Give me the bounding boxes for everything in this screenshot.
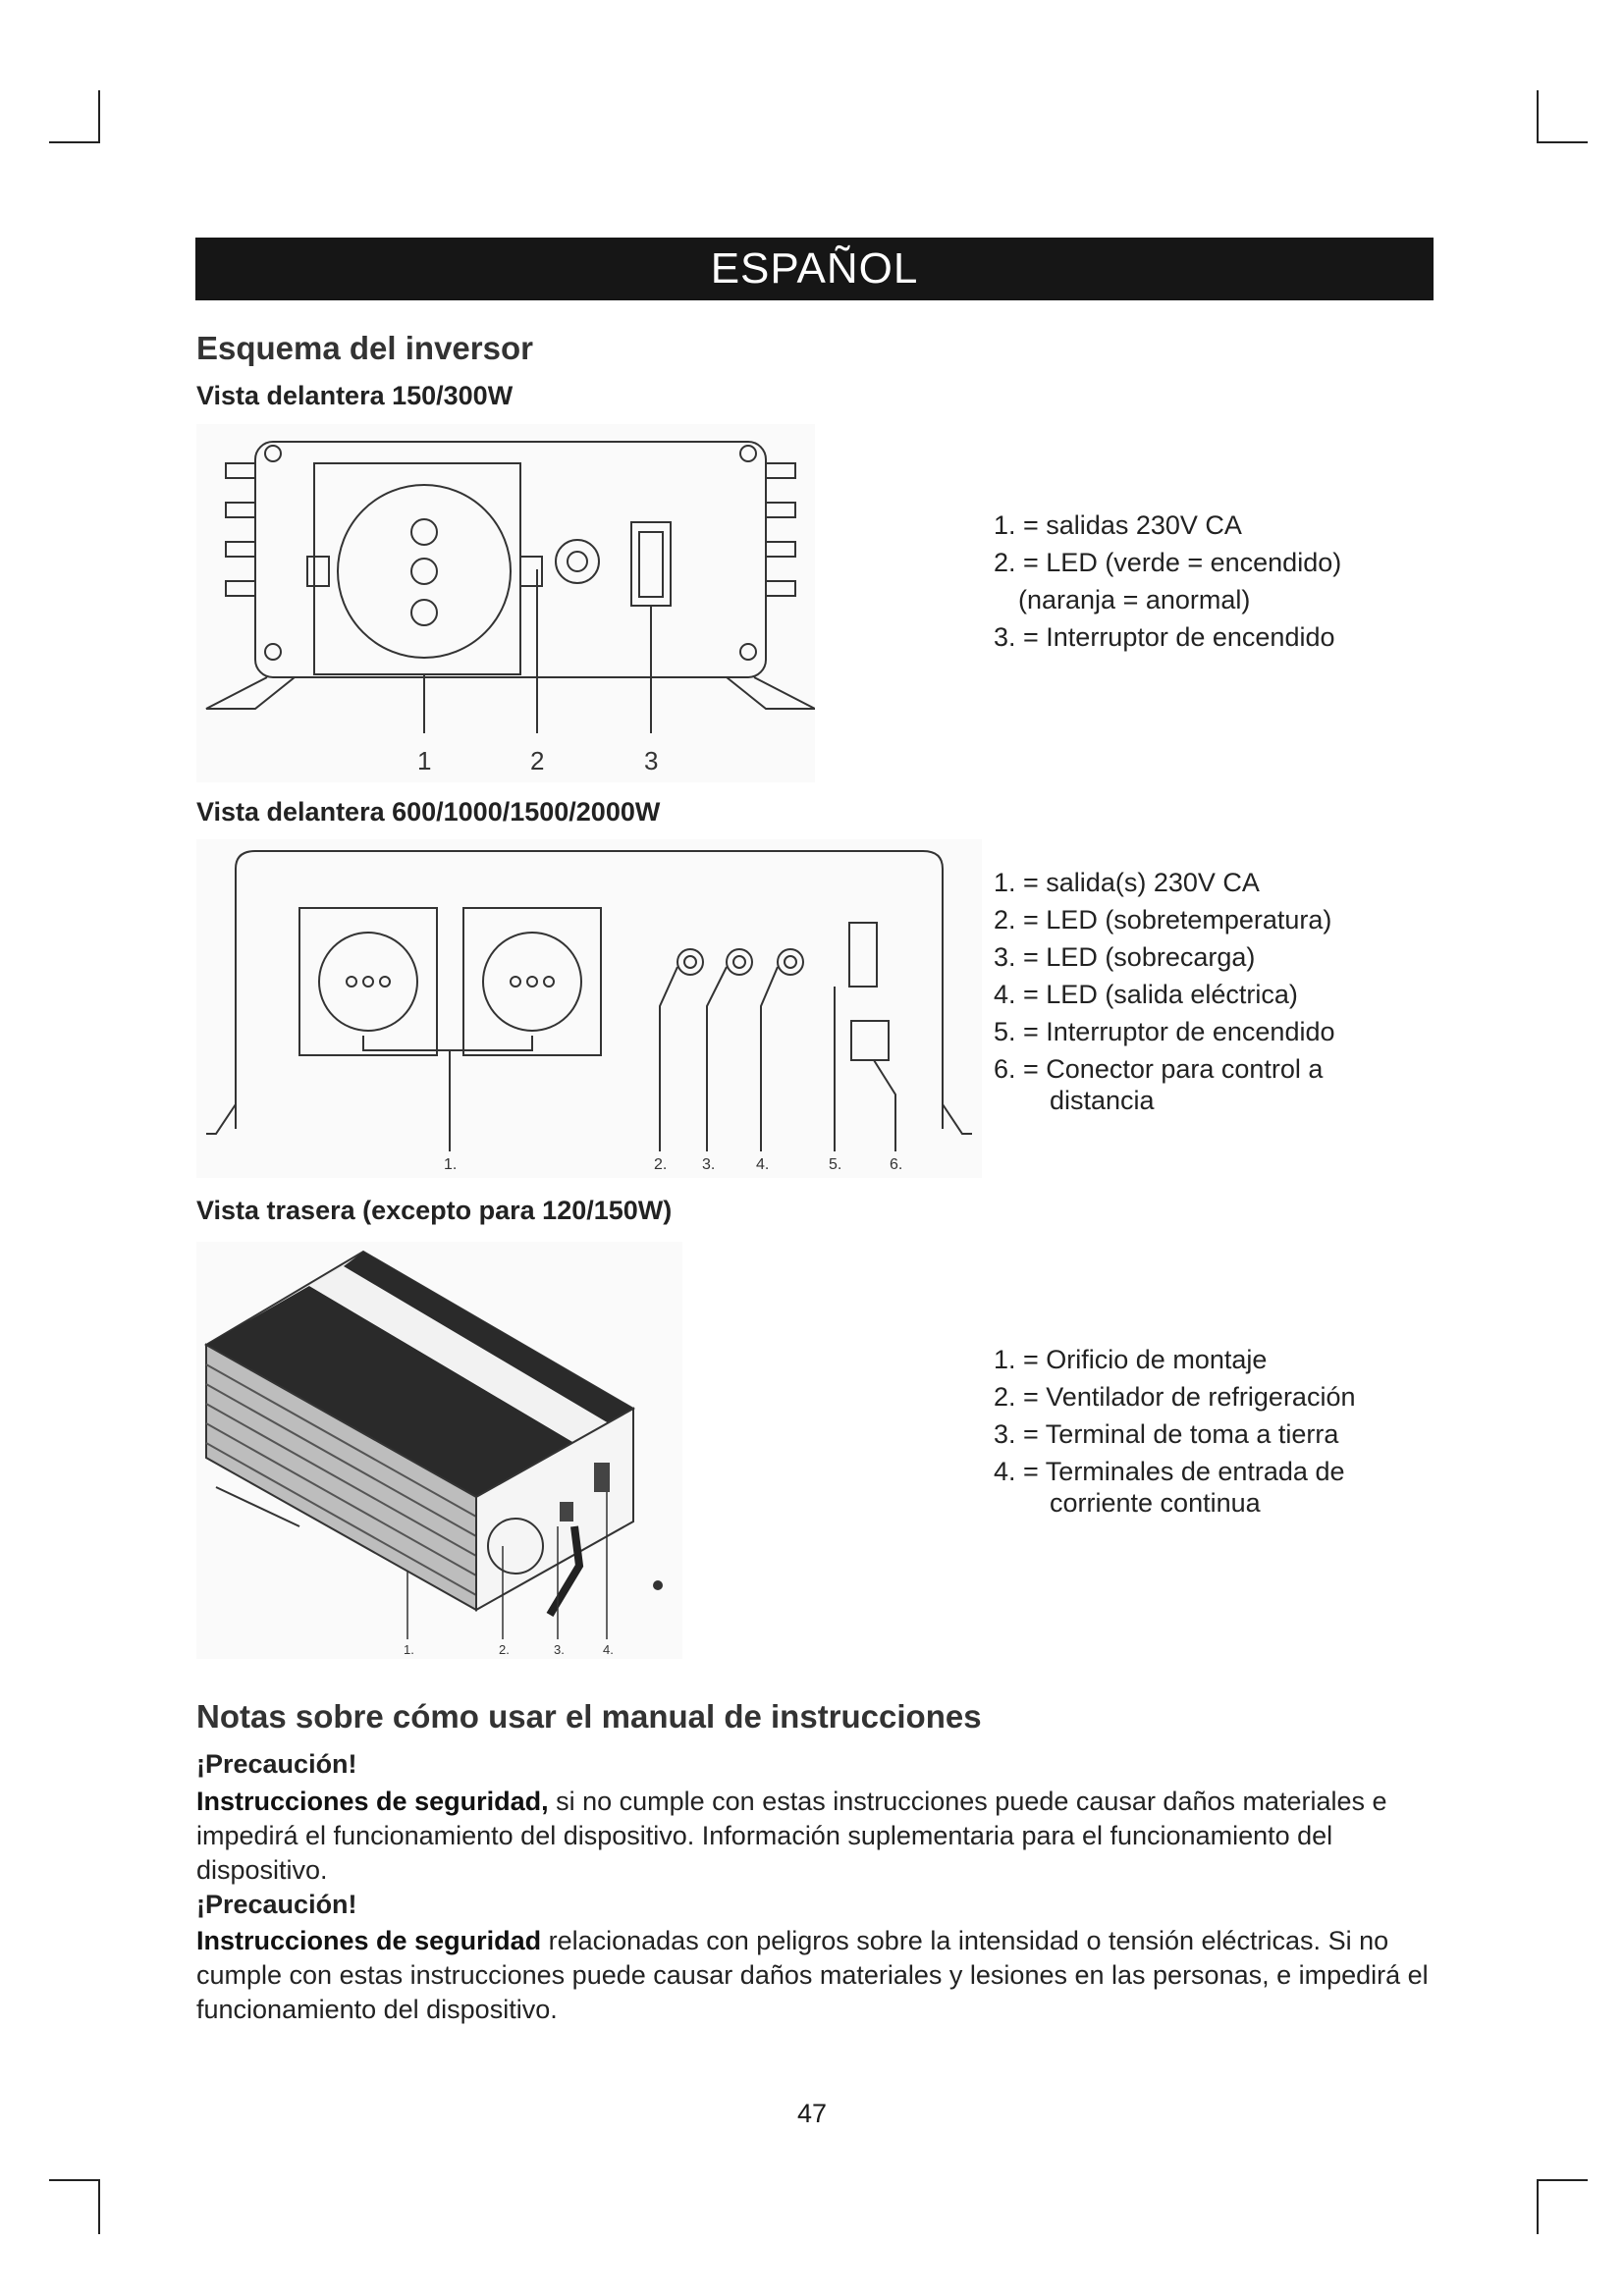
crop-mark-top-left-h [49,141,100,143]
language-banner: ESPAÑOL [195,238,1434,300]
legend-item: 4. = LED (salida eléctrica) [994,980,1298,1009]
legend-item: 2. = Ventilador de refrigeración [994,1382,1356,1412]
caution-paragraph-2 [196,1924,1443,2027]
legend-item: 5. = Interruptor de encendido [994,1017,1335,1046]
legend-item: 1. = salida(s) 230V CA [994,868,1260,897]
fig2-callout-3: 3. [702,1156,716,1173]
legend-item: 3. = Interruptor de encendido [994,622,1335,652]
fig2-caption: Vista delantera 600/1000/1500/2000W [196,797,661,827]
caution-heading-1: ¡Precaución! [196,1749,357,1779]
fig2-callout-6: 6. [890,1156,903,1173]
caution-bold-1: Instrucciones de seguridad, [196,1787,549,1816]
figure-front-view-600-2000w [196,839,982,1178]
caution-paragraph-1 [196,1785,1443,1888]
front-view-150-300w-drawing [196,424,815,782]
fig2-legend [994,864,1335,1119]
legend-item: 2. = LED (verde = encendido) [994,548,1342,577]
crop-mark-bottom-left-h [49,2179,100,2181]
fig3-callout-2: 2. [499,1642,510,1657]
crop-mark-bottom-left-v [98,2179,100,2234]
fig1-callout-2: 2 [530,746,545,775]
fig2-callout-1: 1. [444,1156,458,1173]
fig3-callout-4: 4. [603,1642,614,1657]
legend-item: 6. = Conector para control a [994,1054,1324,1084]
fig3-callout-1: 1. [404,1642,414,1657]
figure-front-view-150-300w [196,424,815,782]
legend-item-continuation: corriente continua [1050,1488,1261,1518]
fig1-caption: Vista delantera 150/300W [196,381,514,410]
crop-mark-top-right-h [1537,141,1588,143]
fig3-callout-3: 3. [554,1642,565,1657]
fig2-callout-5: 5. [829,1156,842,1173]
rear-view-drawing [196,1242,682,1659]
legend-item: 3. = LED (sobrecarga) [994,942,1256,972]
crop-mark-top-left-v [98,90,100,143]
legend-item: 1. = salidas 230V CA [994,510,1242,540]
legend-item: 4. = Terminales de entrada de [994,1457,1345,1486]
figure-rear-view [196,1242,682,1659]
fig1-callout-3: 3 [644,746,659,775]
fig3-caption: Vista trasera (excepto para 120/150W) [196,1196,673,1225]
fig1-legend [994,507,1341,656]
section-title-inverter-schema: Esquema del inversor [196,330,533,366]
legend-item: 1. = Orificio de montaje [994,1345,1268,1374]
crop-mark-bottom-right-v [1537,2179,1539,2234]
fig2-callout-4: 4. [756,1156,770,1173]
caution-bold-2: Instrucciones de seguridad [196,1926,542,1955]
fig2-callout-2: 2. [654,1156,668,1173]
caution-text-1: si no cumple con estas instrucciones puede causar daños materiales e impedirá el funcionamiento del dispositivo. Información suplementaria para el funcionamiento del dispositivo. [196,1787,1387,1885]
caution-text-2: relacionadas con peligros sobre la intensidad o tensión eléctricas. Si no cumple con estas instrucciones puede causar daños materiales y lesiones en las personas, e impedirá el funcionamiento del dispositivo. [196,1926,1429,2024]
fig1-callout-1: 1 [417,746,432,775]
crop-mark-top-right-v [1537,90,1539,143]
legend-item: 3. = Terminal de toma a tierra [994,1419,1339,1449]
page-number: 47 [796,2099,828,2128]
front-view-600-2000w-drawing [196,839,982,1178]
caution-heading-2: ¡Precaución! [196,1890,357,1919]
section-title-manual-notes: Notas sobre cómo usar el manual de instrucciones [196,1698,982,1735]
legend-item-continuation: (naranja = anormal) [1018,585,1251,614]
legend-item: 2. = LED (sobretemperatura) [994,905,1332,934]
legend-item-continuation: distancia [1050,1086,1155,1115]
crop-mark-bottom-right-h [1537,2179,1588,2181]
fig3-legend [994,1341,1355,1522]
